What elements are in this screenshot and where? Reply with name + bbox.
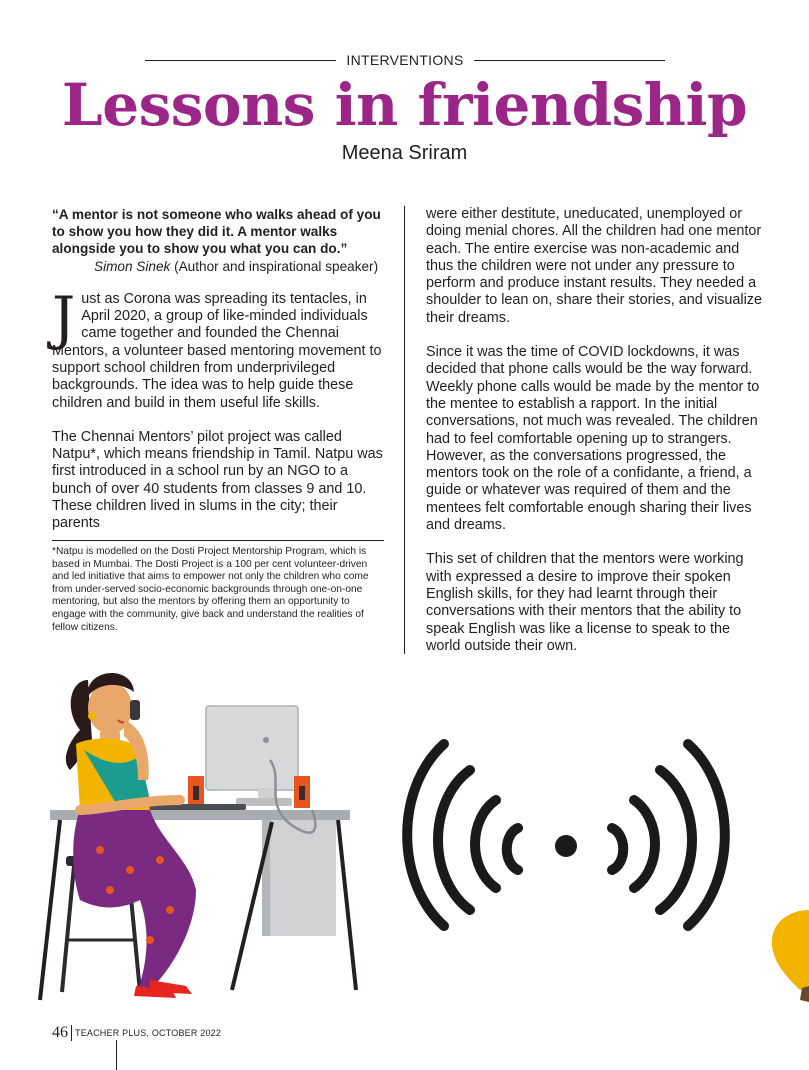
footnote: *Natpu is modelled on the Dosti Project Mentorship Program, which is based in Mumbai. The Dosti Project is a 100 per cent volunteer-driven and led initiative that aims to empower not only the children who come from under-served socio-economic backgrounds through one-on-one mentoring, but also the mentors by offering them an opportunity to engage with the community, give back and understand the realities of fellow citizens. (52, 546, 369, 633)
right-paragraph-1: were either destitute, uneducated, unemployed or doing menial chores. All the children had one mentor each. The entire exercise was non-academic and thus the children were not under any pressure to perform and produce instant results. They needed a shoulder to lean on, share their stories, and visualize their dreams. (426, 206, 762, 326)
drop-cap: J (52, 283, 76, 352)
left-paragraph-1-text: ust as Corona was spreading its tentacles, in April 2020, a group of like-minded individuals came together and founded the Chennai Mentors, a volunteer based mentoring movement to support school children from underprivileged backgrounds. The idea was to help guide these children and build in them useful life skills. (52, 290, 382, 411)
section-label: INTERVENTIONS (346, 52, 464, 68)
right-column (426, 206, 762, 655)
woman-illustration (66, 673, 196, 998)
quote-source-name: Simon Sinek (94, 258, 171, 274)
folio-divider (71, 1025, 72, 1041)
right-paragraph-3: This set of children that the mentors were working with expressed a desire to improve their spoken English skills, for they had learnt through their conversations with their mentors that the ability to speak English was like a license to speak to the world outside their own. (426, 551, 744, 654)
left-paragraph-2: The Chennai Mentors’ pilot project was called Natpu*, which means friendship in Tamil. Natpu was first introduced in a school run by an NGO to a bunch of over 40 students from classes 9 and 10. These children lived in slums in the city; their parents (52, 428, 383, 532)
pull-quote: “A mentor is not someone who walks ahead of you to show you how they did it. A mentor walks alongside you to show you what you can do.” (52, 207, 381, 257)
folio-tick-line (116, 1040, 117, 1070)
page-number: 46 (52, 1024, 68, 1041)
column-divider (404, 206, 405, 654)
left-paragraph-1 (52, 283, 388, 412)
footnote-rule (52, 540, 384, 541)
article-title: Lessons in friendship (61, 71, 748, 139)
author-byline: Meena Sriram (341, 142, 468, 164)
quote-attribution (52, 258, 388, 275)
quote-source-role: (Author and inspirational speaker) (170, 258, 379, 274)
right-paragraph-2: Since it was the time of COVID lockdowns, it was decided that phone calls would be the way forward. Weekly phone calls would be made by the mentor to the mentee to establish a rapport. In the initial conversations, not much was revealed. The children had to feel comfortable opening up to strangers. However, as the conversations progressed, the mentors took on the role of a confidante, a friend, a guide or whatever was required of them and the mentees felt comfortable enough sharing their lives and dreams. (426, 344, 760, 534)
left-column (52, 206, 388, 533)
section-rule-right (474, 60, 665, 61)
page-footer (52, 1024, 221, 1042)
section-header (145, 50, 665, 70)
publication-line: TEACHER PLUS, OCTOBER 2022 (75, 1028, 222, 1038)
signal-dot-icon (555, 835, 577, 857)
illustration-woman-phone-call (0, 660, 809, 1020)
section-rule-left (145, 60, 336, 61)
lightbulb-icon (772, 910, 809, 1002)
